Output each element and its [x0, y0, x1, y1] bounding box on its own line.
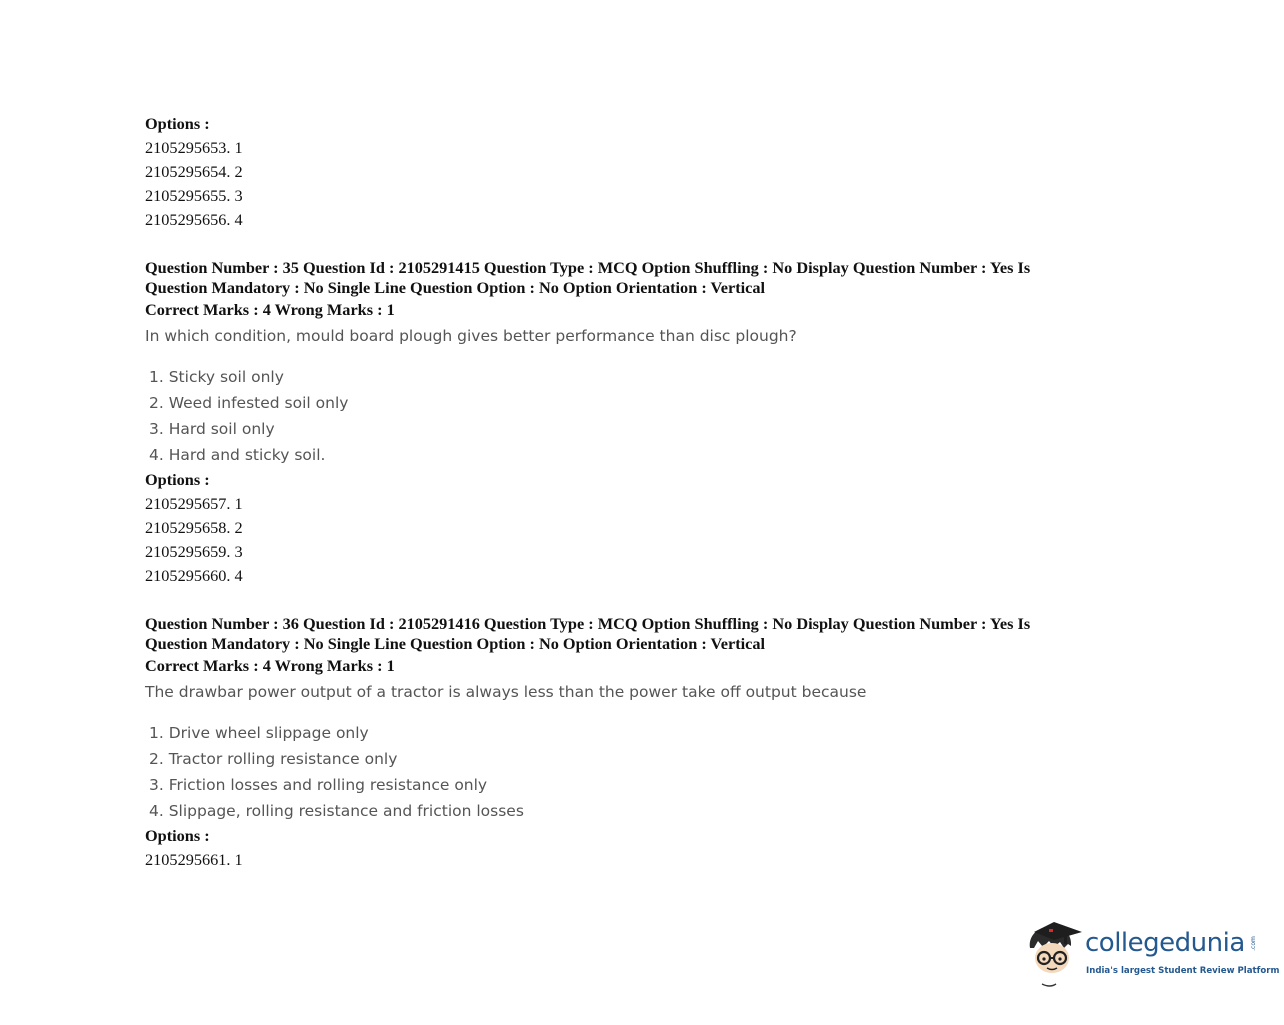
question-text: In which condition, mould board plough gives better performance than disc plough?: [145, 327, 797, 345]
choice-list: [149, 720, 1145, 824]
logo-domain: .com: [1249, 936, 1257, 951]
logo-wordmark: collegedunia: [1085, 928, 1245, 958]
question-35: [145, 258, 1145, 588]
option-id-line: 2105295660. 4: [145, 566, 243, 585]
choice-item: 4. Slippage, rolling resistance and friction losses: [149, 802, 524, 820]
options-label: Options :: [145, 826, 210, 845]
exam-document: [145, 112, 1145, 872]
question-meta-line1: Question Number : 35 Question Id : 2105291415 Question Type : MCQ Option Shuffling : No Display Question Number : Yes Is: [145, 258, 1031, 277]
mascot-graduate-icon: [1024, 918, 1086, 988]
option-id-line: 2105295654. 2: [145, 162, 243, 181]
question-marks: Correct Marks : 4 Wrong Marks : 1: [145, 656, 395, 675]
question-meta-line2: Question Mandatory : No Single Line Question Option : No Option Orientation : Vertical: [145, 634, 766, 653]
option-id-line: 2105295653. 1: [145, 138, 243, 157]
option-id-line: 2105295656. 4: [145, 210, 243, 229]
question-marks: Correct Marks : 4 Wrong Marks : 1: [145, 300, 395, 319]
logo-tagline: India's largest Student Review Platform: [1086, 966, 1280, 976]
question-36: [145, 614, 1145, 872]
choice-item: 2. Tractor rolling resistance only: [149, 750, 398, 768]
question-text: The drawbar power output of a tractor is always less than the power take off output because: [145, 683, 867, 701]
question-meta-line1: Question Number : 36 Question Id : 2105291416 Question Type : MCQ Option Shuffling : No Display Question Number : Yes Is: [145, 614, 1031, 633]
options-label: Options :: [145, 114, 210, 133]
option-id-line: 2105295659. 3: [145, 542, 243, 561]
question-meta-line2: Question Mandatory : No Single Line Question Option : No Option Orientation : Vertical: [145, 278, 766, 297]
choice-list: [149, 364, 1145, 468]
collegedunia-logo: [1024, 918, 1280, 988]
option-id-line: 2105295655. 3: [145, 186, 243, 205]
option-id-line: 2105295658. 2: [145, 518, 243, 537]
choice-item: 1. Drive wheel slippage only: [149, 724, 369, 742]
options-block-34: [145, 112, 1145, 232]
option-id-line: 2105295657. 1: [145, 494, 243, 513]
choice-item: 2. Weed infested soil only: [149, 394, 349, 412]
choice-item: 4. Hard and sticky soil.: [149, 446, 326, 464]
choice-item: 1. Sticky soil only: [149, 368, 284, 386]
choice-item: 3. Friction losses and rolling resistance only: [149, 776, 488, 794]
option-id-line: 2105295661. 1: [145, 850, 243, 869]
choice-item: 3. Hard soil only: [149, 420, 275, 438]
options-label: Options :: [145, 470, 210, 489]
